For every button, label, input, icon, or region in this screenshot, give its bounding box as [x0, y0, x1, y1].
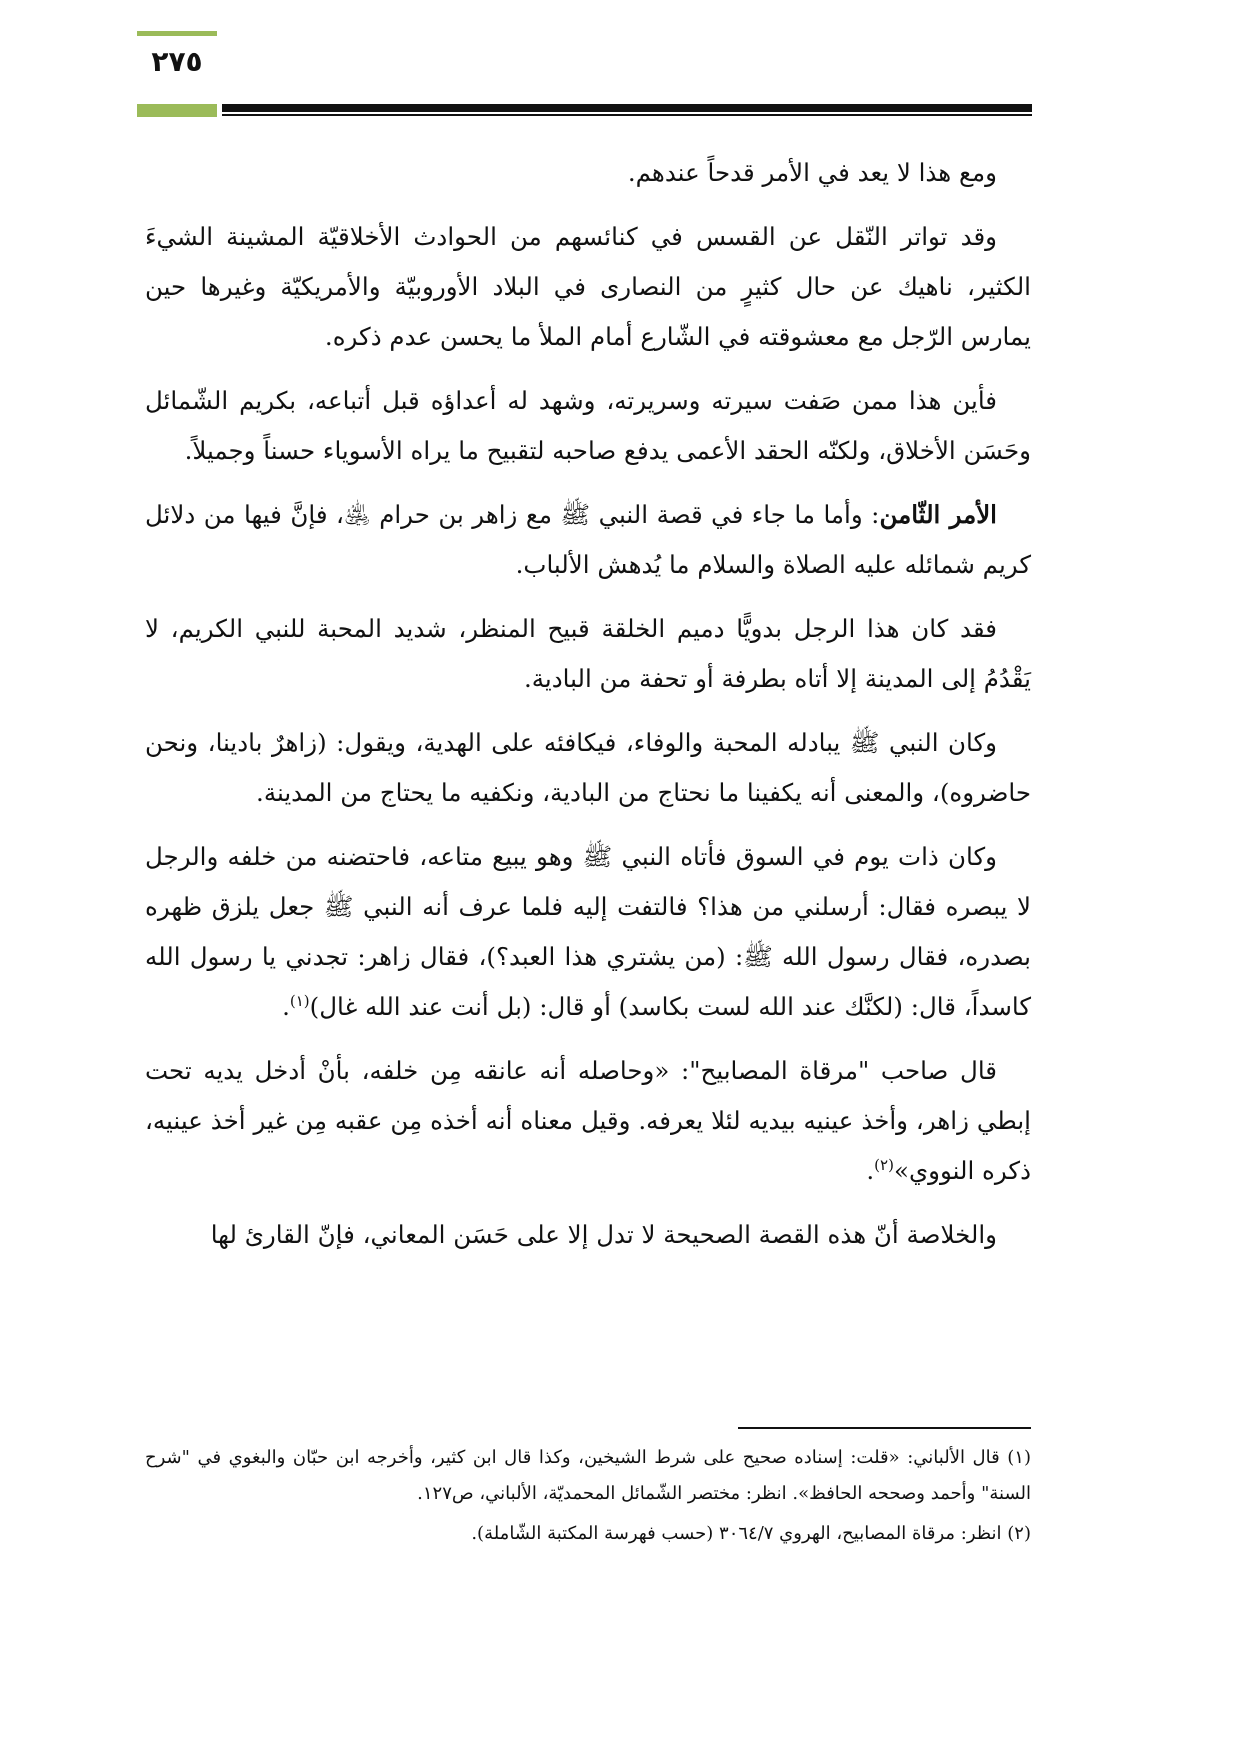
footnote-1: (١) قال الألباني: «قلت: إسناده صحيح على شرط الشيخين، وكذا قال ابن كثير، وأخرجه ابن حبّان والبغوي في "شرح السنة" وأحمد وصححه الحافظ». انظر: مختصر الشّمائل المحمديّة، الألباني، ص١٢٧.: [145, 1447, 1031, 1504]
footnote-separator: [738, 1427, 1031, 1429]
page-number: ٢٧٥: [151, 45, 203, 78]
paragraph-7: [145, 832, 1031, 1032]
footnotes: [145, 1440, 1031, 1556]
paragraph-4: [145, 490, 1031, 590]
paragraph-8-text: قال صاحب "مرقاة المصابيح": «وحاصله أنه عانقه مِن خلفه، بأنْ أدخل يديه تحت إبطي زاهر، وأخذ عينيه بيديه لئلا يعرفه. وقيل معناه أنه أخذه مِن عقبه مِن غير أخذ عينيه، ذكره النووي»: [145, 1056, 1031, 1185]
header-rule-thin: [222, 114, 1032, 116]
paragraph-4-text: : وأما ما جاء في قصة النبي ﷺ مع زاهر بن حرام ﵁، فإنَّ فيها من دلائل كريم شمائله عليه الصلاة والسلام ما يُدهش الألباب.: [145, 500, 1031, 579]
paragraph-6: وكان النبي ﷺ يبادله المحبة والوفاء، فيكافئه على الهدية، ويقول: (زاهرٌ بادينا، ونحن حاضروه)، والمعنى أنه يكفينا ما نحتاج من البادية، ونكفيه ما يحتاج من المدينة.: [145, 728, 1031, 807]
footnote-2: (٢) انظر: مرقاة المصابيح، الهروي ٣٠٦٤/٧ (حسب فهرسة المكتبة الشّاملة).: [471, 1523, 1031, 1544]
paragraph-2: وقد تواتر النّقل عن القسس في كنائسهم من الحوادث الأخلاقيّة المشينة الشيءَ الكثير، ناهيك عن حال كثيرٍ من النصارى في البلاد الأوروبيّة والأمريكيّة وغيرها حين يمارس الرّجل مع معشوقته في الشّارع أمام الملأ ما يحسن عدم ذكره.: [145, 222, 1031, 351]
header-accent-bar-bottom: [137, 104, 217, 117]
paragraph-7-end: .: [282, 992, 290, 1021]
paragraph-3: فأين هذا ممن صَفت سيرته وسريرته، وشهد له أعداؤه قبل أتباعه، بكريم الشّمائل وحَسَن الأخلاق، ولكنّه الحقد الأعمى يدفع صاحبه لتقبيح ما يراه الأسوياء حسناً وجميلاً.: [145, 386, 1031, 465]
footnote-ref-2[interactable]: (٢): [874, 1155, 894, 1174]
paragraph-7-text: وكان ذات يوم في السوق فأتاه النبي ﷺ وهو يبيع متاعه، فاحتضنه من خلفه والرجل لا يبصره فقال: أرسلني من هذا؟ فالتفت إليه فلما عرف أنه النبي ﷺ جعل يلزق ظهره بصدره، فقال رسول الله ﷺ: (من يشتري هذا العبد؟)، فقال زاهر: تجدني يا رسول الله كاسداً، قال: (لكنَّك عند الله لست بكاسد) أو قال: (بل أنت عند الله غال): [145, 842, 1031, 1021]
footnote-ref-1[interactable]: (١): [289, 991, 310, 1010]
paragraph-1: ومع هذا لا يعد في الأمر قدحاً عندهم.: [627, 158, 997, 187]
paragraph-8-end: .: [866, 1156, 875, 1185]
paragraph-5: فقد كان هذا الرجل بدويًّا دميم الخلقة قبيح المنظر، شديد المحبة للنبي الكريم، لا يَقْدُمُ إلى المدينة إلا أتاه بطرفة أو تحفة من البادية.: [145, 614, 1031, 693]
paragraph-8: [145, 1046, 1031, 1196]
page-header: [0, 0, 1240, 130]
section-heading: الأمر الثّامن: [879, 500, 997, 529]
main-text: [145, 148, 1031, 1274]
header-accent-bar-top: [137, 31, 217, 36]
paragraph-9: والخلاصة أنّ هذه القصة الصحيحة لا تدل إلا على حَسَن المعاني، فإنّ القارئ لها: [210, 1220, 997, 1249]
header-rule-thick: [222, 104, 1032, 112]
